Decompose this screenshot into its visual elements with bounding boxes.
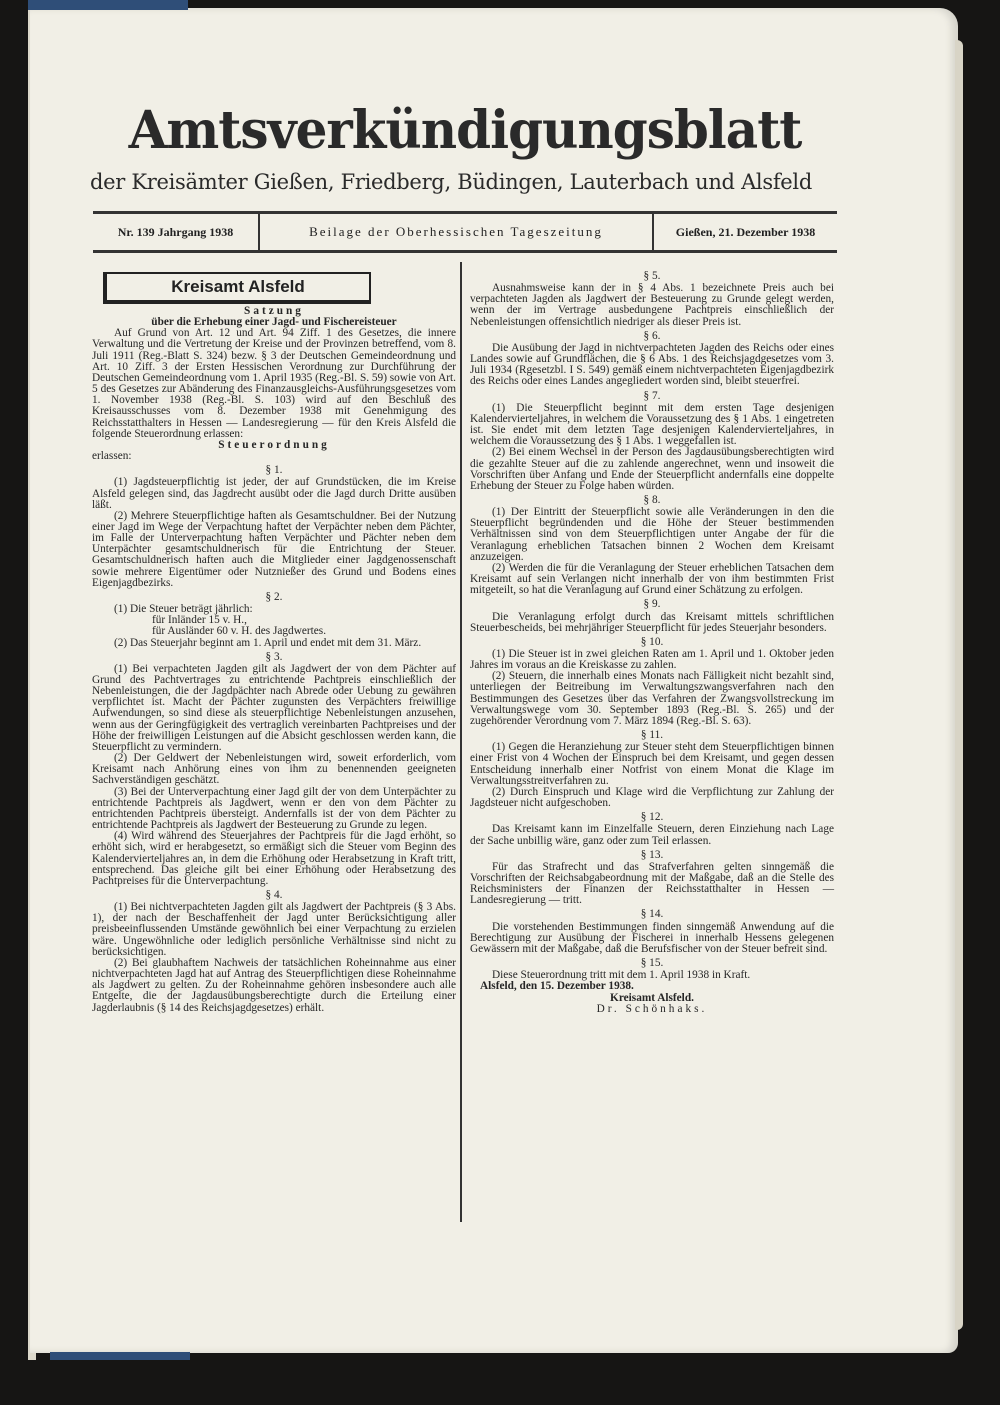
paragraph: (4) Wird während des Steuerjahres der Pachtpreis für die Jagd erhöht, so erhöht sich, wird er herabgesetzt, so ermäßigt sich die Steuer vom Beginn des Kalendervierteljahres an, in dem die Erhöhung oder Herabsetzung in Kraft tritt, entsprechend. Das gleiche gilt bei einer Erhöhung oder Herabsetzung des Pachtpreises für die Unterverpachtung. — [92, 830, 456, 887]
right-column — [470, 268, 834, 1015]
text-line: erlassen: — [92, 450, 132, 463]
paragraph: (2) Bei glaubhaftem Nachweis der tatsächlichen Roheinnahme aus einer nichtverpachteten Jagd hat auf Antrag des Steuerpflichtigen diese Roheinnahme als Jagdwert zu gelten. Zu der Roheinnahme gehören insbesondere auch alle Entgelte, die der Jagdausübungsberechtigte durch die Erteilung einer Jagderlaubnis (§ 14 des Reichsjagdgesetzes) erhält. — [92, 956, 456, 1014]
column-divider — [460, 262, 462, 1222]
paragraph: Die vorstehenden Bestimmungen finden sinngemäß Anwendung auf die Berechtigung zur Ausübung der Fischerei in innerhalb Hessens gelegenen Gewässern mit der Maßgabe, daß die Berufsfischer von der Steuer befreit sind. — [470, 920, 834, 955]
rate-line: für Inländer 15 v. H., — [152, 614, 247, 627]
date-line: Alsfeld, den 15. Dezember 1938. — [480, 980, 634, 993]
paragraph: (1) Jagdsteuerpflichtig ist jeder, der auf Grundstücken, die im Kreise Alsfeld gelegen sind, das Jagdrecht ausübt oder die Jagd durch Dritte ausüben läßt. — [92, 476, 456, 511]
section-number: § 9. — [643, 598, 661, 611]
section-number: § 13. — [640, 848, 664, 861]
section-number: § 1. — [265, 464, 283, 477]
section-number: § 6. — [643, 329, 661, 342]
issue-number: Nr. 139 Jahrgang 1938 — [93, 214, 260, 250]
paragraph: (2) Steuern, die innerhalb eines Monats nach Fälligkeit nicht bezahlt sind, unterliegen der Beitreibung im Verwaltungszwangsverfahren nach den Bestimmungen des Gesetzes über das Verfahren der Zwangsvollstreckung im Verwaltungswege vom 30. September 1893 (Reg.-Bl. S. 265) und der zugehörender Verordnung vom 7. März 1894 (Reg.-Bl. S. 63). — [470, 670, 834, 727]
section-number: § 3. — [265, 650, 283, 663]
paragraph: Ausnahmsweise kann der in § 4 Abs. 1 bezeichnete Preis auch bei verpachteten Jagden als Jagdwert der Besteuerung zu Grunde gelegt werden, wenn der im Vertrage ausbedungene Pachtpreis einschließlich der Nebenleistungen offensichtlich niedriger als dieser Preis ist. — [470, 282, 834, 328]
rate-line: für Ausländer 60 v. H. des Jagdwertes. — [152, 625, 327, 638]
paragraph: (1) Bei verpachteten Jagden gilt als Jagdwert der von dem Pächter auf Grund des Pachtvertrages zu entrichtende Pachtpreis einschließlich der Nebenleistungen, die der Jagdpächter nach Abrede oder Uebung zu gewähren verpflichtet ist. Macht der Pächter zugunsten des Verpächters freiwillige Aufwendungen, so sind diese als steuerpflichtige Nebenleistungen anzusehen, wenn aus der Geringfügigkeit des vertraglich vereinbarten Pachtpreises und der Höhe der freiwilligen Leistungen auf die Absicht geschlossen werden kann, die Steuerpflicht zu vermindern. — [92, 662, 456, 753]
paragraph: (2) Das Steuerjahr beginnt am 1. April und endet mit dem 31. März. — [114, 636, 422, 649]
paragraph: (2) Der Geldwert der Nebenleistungen wird, soweit erforderlich, vom Kreisamt nach Anhörung eines von ihm zu benennenden geeigneten Sachverständigen geschätzt. — [92, 752, 456, 787]
section-number: § 7. — [643, 389, 661, 402]
section-number: § 8. — [643, 493, 661, 506]
paragraph: (1) Der Eintritt der Steuerpflicht sowie alle Veränderungen in den die Steuerpflicht begründenden und die Höhe der Steuer bestimmenden Verhältnissen sind von dem Steuerpflichtigen unter Angabe der für die Veranlagung erheblichen Tatsachen binnen 2 Wochen dem Kreisamt anzuzeigen. — [470, 506, 834, 563]
heading: Satzung — [244, 305, 304, 317]
left-column — [92, 306, 456, 1014]
section-title-box: Kreisamt Alsfeld — [103, 272, 371, 304]
section-number: § 4. — [265, 888, 283, 901]
masthead-info-band — [93, 211, 837, 253]
supplement-label: Beilage der Oberhessischen Tageszeitung — [260, 214, 654, 250]
paragraph: (1) Die Steuer ist in zwei gleichen Raten am 1. April und 1. Oktober jeden Jahres im voraus an die Kreiskasse zu zahlen. — [470, 648, 834, 672]
paragraph: (1) Gegen die Heranziehung zur Steuer steht dem Steuerpflichtigen binnen einer Frist von 4 Wochen der Einspruch bei dem Kreisamt, und gegen dessen Entscheidung innerhalb einer Notfrist von einem Monat die Klage im Verwaltungsstreitverfahren zu. — [470, 741, 834, 787]
section-number: § 11. — [640, 729, 664, 742]
paragraph: (3) Bei der Unterverpachtung einer Jagd gilt der von dem Unterpächter zu entrichtende Pachtpreis als Jagdwert, wenn er den von dem Pächter zu entrichtenden Pachtpreis übersteigt. Andernfalls ist der von dem Pächter zu entrichtende Pachtpreis als Jagdwert der Besteuerung zu Grunde zu legen. — [92, 785, 456, 832]
section-number: § 5. — [643, 270, 661, 282]
heading: über die Erhebung einer Jagd- und Fischereisteuer — [151, 316, 397, 329]
page-edge — [955, 40, 963, 1330]
paragraph: (2) Mehrere Steuerpflichtige haften als Gesamtschuldner. Bei der Nutzung einer Jagd im Wege der Verpachtung haftet der Verpächter neben dem Pächter, im Falle der Unterverpachtung haften Verpächter und Pächter neben dem Unterpächter gesamtschuldnerisch für die Entrichtung der Steuer. Gesamtschuldnerisch haften auch die Mitglieder einer Jagdgenossenschaft sowie mehrere Eigentümer oder Nutznießer des Grund und Bodens eines Eigenjagdbezirks. — [92, 509, 456, 589]
paragraph: Für das Strafrecht und das Strafverfahren gelten sinngemäß die Vorschriften der Reichsabgabeordnung mit der Maßgabe, daß an die Stelle des Reichsministers der Finanzen der Reichsstatthalter in Hessen — Landesregierung — tritt. — [470, 860, 834, 907]
section-number: § 12. — [640, 811, 664, 824]
section-number: § 2. — [265, 590, 283, 603]
signature-line: Dr. Schönhaks. — [596, 1002, 708, 1015]
paragraph: Diese Steuerordnung tritt mit dem 1. April 1938 in Kraft. — [492, 969, 751, 982]
paragraph: Auf Grund von Art. 12 und Art. 94 Ziff. 1 des Gesetzes, die innere Verwaltung und die Vertretung der Kreise und der Provinzen betreffend, vom 8. Juli 1911 (Reg.-Blatt S. 324) bezw. § 3 der Deutschen Gemeindeordnung und Art. 10 Ziff. 3 der Ersten Hessischen Verordnung zur Durchführung der Deutschen Gemeindeordnung vom 1. April 1935 (Reg.-Bl. S. 59) sowie von Art. 5 des Gesetzes zur Abänderung des Finanzausgleichs-Ausführungsgesetzes vom 1. November 1938 (Reg.-Bl. S. 103) wird auf den Beschluß des Kreisausschusses vom 8. Dezember 1938 mit Genehmigung des Reichsstatthalters in Hessen — Landesregierung — für den Kreis Alsfeld die folgende Steuerordnung erlassen: — [92, 327, 456, 440]
masthead-title: Amtsverkündigungsblatt — [128, 98, 802, 161]
heading: Steuerordnung — [218, 438, 330, 451]
paragraph: (2) Werden die für die Veranlagung der Steuer erheblichen Tatsachen dem Kreisamt auf sein Verlangen nicht innerhalb der von ihm bestimmten Frist mitgeteilt, so hat die Veranlagung auf Grund einer Schätzung zu erfolgen. — [470, 561, 834, 597]
paragraph: (1) Bei nichtverpachteten Jagden gilt als Jagdwert der Pachtpreis (§ 3 Abs. 1), der nach der Beschaffenheit der Jagd unter Berücksichtigung aller preisbeeinflussenden Umstände gewöhnlich bei einer Verpachtung zu erzielen wäre. Ungewöhnliche oder lediglich persönliche Verhältnisse sind nicht zu berücksichtigen. — [92, 901, 456, 958]
place-date: Gießen, 21. Dezember 1938 — [675, 224, 816, 239]
paragraph: (1) Die Steuer beträgt jährlich: — [114, 603, 253, 616]
paragraph: Die Veranlagung erfolgt durch das Kreisamt mittels schriftlichen Steuerbescheids, bei mehrjähriger Steuerpflicht für jedes Steuerjahr besonders. — [470, 610, 834, 634]
paragraph: Das Kreisamt kann im Einzelfalle Steuern, deren Einziehung nach Lage der Sache unbillig wäre, ganz oder zum Teil erlassen. — [470, 823, 834, 847]
section-number: § 14. — [640, 908, 664, 921]
masthead-subtitle: der Kreisämter Gießen, Friedberg, Büdingen, Lauterbach und Alsfeld — [90, 170, 812, 194]
section-number: § 15. — [640, 957, 664, 970]
signature-line: Kreisamt Alsfeld. — [610, 991, 694, 1004]
paragraph: Die Ausübung der Jagd in nichtverpachteten Jagden des Reichs oder eines Landes sowie auf Grundflächen, die § 6 Abs. 1 des Reichsjagdgesetzes vom 3. Juli 1934 (Rgesetzbl. I S. 549) gemäß einem nichtverpachteten Eigenjagdbezirk des Reichs oder eines Landes angegliedert worden sind, bleibt steuerfrei. — [470, 341, 834, 388]
paragraph: (1) Die Steuerpflicht beginnt mit dem ersten Tage desjenigen Kalendervierteljahres, in welchem die Voraussetzung des § 1 Abs. 1 eingetreten ist. Sie endet mit dem letzten Tage desjenigen Kalendervierteljahres, in welchem die Voraussetzung des § 1 Abs. 1 weggefallen ist. — [470, 401, 834, 448]
binding-strip — [28, 0, 188, 10]
section-number: § 10. — [640, 635, 664, 648]
paragraph: (2) Durch Einspruch und Klage wird die Verpflichtung zur Zahlung der Jagdsteuer nicht aufgeschoben. — [470, 785, 834, 810]
paragraph: (2) Bei einem Wechsel in der Person des Jagdausübungsberechtigten wird die gezahlte Steuer auf die zu zahlende angerechnet, wenn und insoweit die Vorschriften über Anfang und Ende der Steuerpflicht andernfalls eine doppelte Erhebung der Steuer zu Folge haben würden. — [470, 446, 834, 492]
binding-strip — [50, 1352, 190, 1360]
